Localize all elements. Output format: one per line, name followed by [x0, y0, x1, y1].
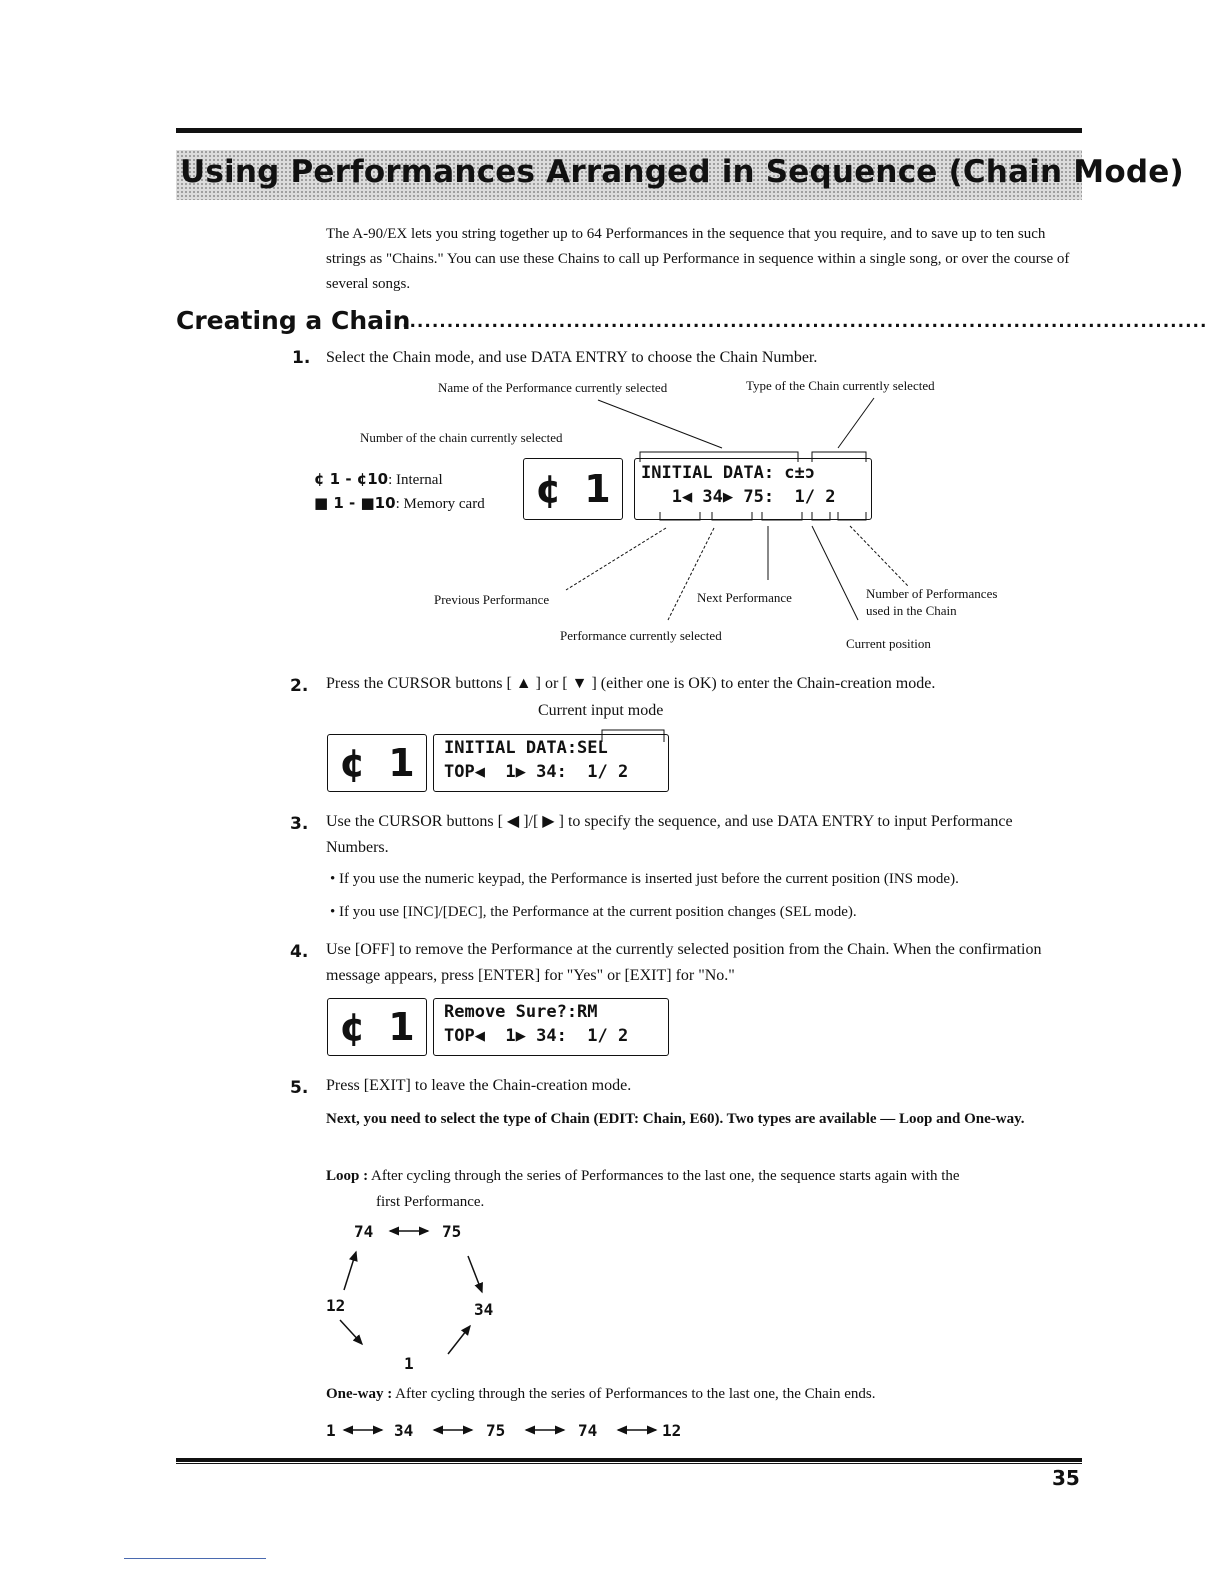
bullet-ins-mode: • If you use the numeric keypad, the Performance is inserted just before the current position (INS mode).	[330, 871, 959, 887]
label-next-performance: Next Performance	[697, 590, 792, 605]
lcd-line-2: 1◀ 34▶ 75: 1/ 2	[641, 487, 836, 507]
bottom-rule-thin	[176, 1463, 1082, 1464]
lcd-line-1: INITIAL DATA: c±ɔ	[641, 463, 815, 483]
step-4-number: 4.	[290, 942, 309, 962]
step-2-number: 2.	[290, 676, 309, 696]
page-title: Using Performances Arranged in Sequence (Chain Mode)	[180, 154, 1184, 190]
oneway-description	[326, 1386, 875, 1403]
section-leader-dots: ............................................................................................................	[402, 312, 1208, 332]
lcd2-line-1: INITIAL DATA:SEL	[444, 738, 608, 758]
step-3-number: 3.	[290, 814, 309, 834]
range-card-label: : Memory card	[395, 496, 485, 512]
section-title: Creating a Chain	[176, 306, 411, 335]
page-number: 35	[1052, 1466, 1080, 1490]
label-used-in-chain: used in the Chain	[866, 603, 957, 618]
label-performance-name: Name of the Performance currently selected	[438, 380, 668, 395]
label-current-input-mode: Current input mode	[538, 702, 664, 719]
loop-text: After cycling through the series of Performances to the last one, the sequence starts again with the	[368, 1168, 960, 1184]
lcd3-line-2: TOP◀ 1▶ 34: 1/ 2	[444, 1026, 629, 1046]
bottom-rule	[176, 1458, 1082, 1462]
lcd2-line-2: TOP◀ 1▶ 34: 1/ 2	[444, 762, 629, 782]
loop-node-75: 75	[442, 1222, 462, 1241]
step-5-text: Press [EXIT] to leave the Chain-creation mode.	[326, 1077, 632, 1094]
label-current-position: Current position	[846, 636, 931, 651]
footer-line	[124, 1558, 266, 1559]
loop-node-34: 34	[474, 1300, 494, 1319]
oneway-node-12: 12	[662, 1421, 682, 1440]
loop-label: Loop :	[326, 1168, 369, 1184]
chain-symbol-3: ¢	[339, 1005, 366, 1049]
oneway-node-34: 34	[394, 1421, 414, 1440]
chain-number: 1	[584, 467, 611, 511]
step-3-text: Use the CURSOR buttons [ ◀ ]/[ ▶ ] to specify the sequence, and use DATA ENTRY to input Performance Numbers.	[326, 813, 1013, 856]
chain-number-2: 1	[388, 741, 415, 785]
range-internal-glyph: ¢ 1 - ¢10	[314, 470, 389, 488]
step-1-text: Select the Chain mode, and use DATA ENTRY to choose the Chain Number.	[326, 349, 818, 366]
oneway-node-75: 75	[486, 1421, 506, 1440]
loop-node-1: 1	[404, 1354, 414, 1373]
label-chain-type: Type of the Chain currently selected	[746, 378, 935, 393]
label-performance-currently-selected: Performance currently selected	[560, 628, 722, 643]
oneway-label: One-way :	[326, 1386, 393, 1402]
lcd3-line-1: Remove Sure?:RM	[444, 1002, 598, 1022]
chain-symbol: ¢	[535, 467, 562, 511]
loop-text-continued: first Performance.	[376, 1194, 485, 1210]
label-previous-performance: Previous Performance	[434, 592, 550, 607]
oneway-node-74: 74	[578, 1421, 598, 1440]
chain-number-3: 1	[388, 1005, 415, 1049]
loop-node-74: 74	[354, 1222, 374, 1241]
range-card-glyph: ■ 1 - ■10	[314, 494, 396, 512]
bullet-sel-mode: • If you use [INC]/[DEC], the Performance at the current position changes (SEL mode).	[330, 904, 857, 920]
oneway-text: After cycling through the series of Performances to the last one, the Chain ends.	[392, 1386, 876, 1402]
label-chain-number: Number of the chain currently selected	[360, 430, 563, 445]
oneway-node-1: 1	[326, 1421, 336, 1440]
step-5-number: 5.	[290, 1078, 309, 1098]
chain-symbol-2: ¢	[339, 741, 366, 785]
intro-paragraph: The A-90/EX lets you string together up to 64 Performances in the sequence that you require, and to save up to ten such strings as "Chains." You can use these Chains to call up Performance in sequence within a single song, or over the course of several songs.	[326, 226, 1070, 292]
label-number-of-performances: Number of Performances	[866, 586, 998, 601]
chain-type-paragraph: Next, you need to select the type of Chain (EDIT: Chain, E60). Two types are available — Loop and One-way.	[326, 1111, 1025, 1127]
step-4-text: Use [OFF] to remove the Performance at the currently selected position from the Chain. When the confirmation message appears, press [ENTER] for "Yes" or [EXIT] for "No."	[326, 941, 1042, 984]
step-1-number: 1.	[292, 348, 311, 368]
range-internal-label: : Internal	[388, 472, 443, 488]
loop-node-12: 12	[326, 1296, 346, 1315]
step-2-text: Press the CURSOR buttons [ ▲ ] or [ ▼ ] (either one is OK) to enter the Chain-creation mode.	[326, 675, 936, 692]
